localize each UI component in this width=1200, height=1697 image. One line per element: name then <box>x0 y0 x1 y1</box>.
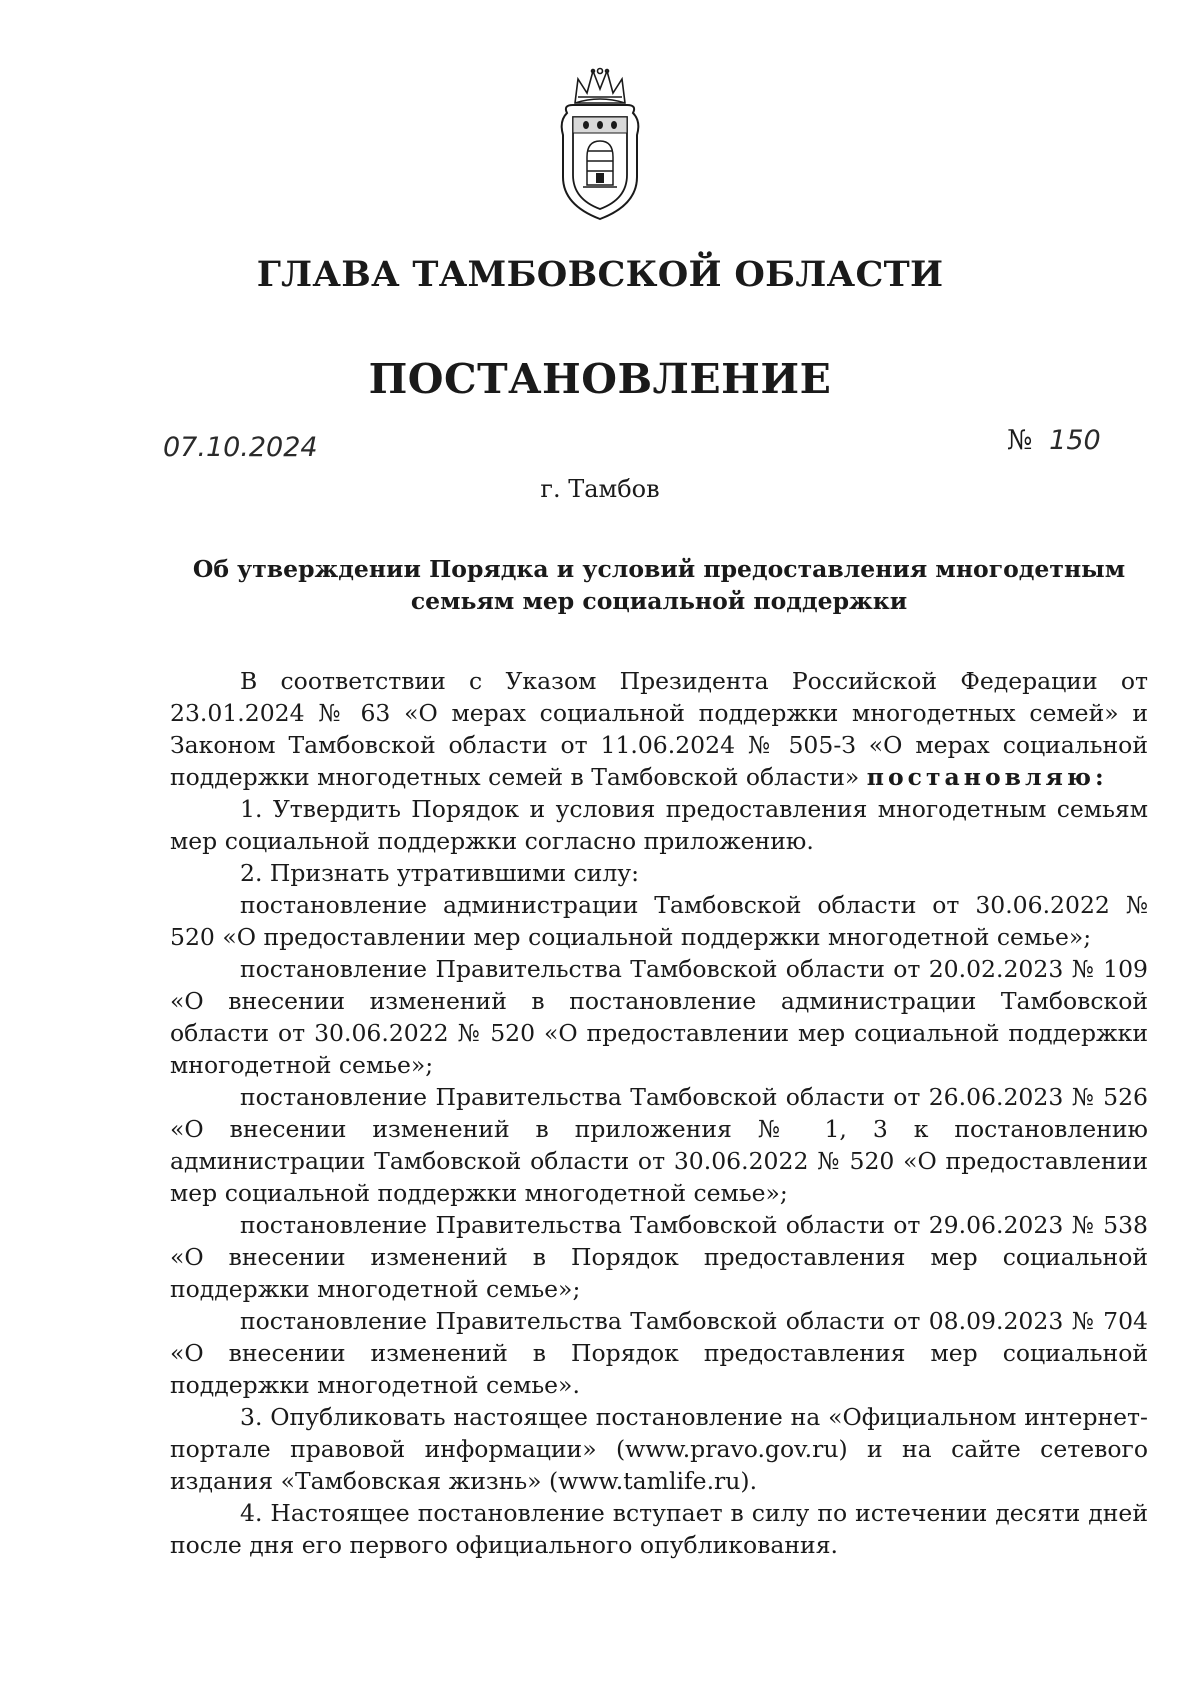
tambov-coat-of-arms-icon <box>545 65 655 225</box>
paragraph-1: 1. Утвердить Порядок и условия предоставления многодетным семьям мер социальной поддержки согласно приложению. <box>170 795 1148 855</box>
document-title: Об утверждении Порядка и условий предоставления многодетным семьям мер социальной поддержки <box>192 555 1126 615</box>
repealed-act-2: постановление Правительства Тамбовской области от 20.02.2023 № 109 «О внесении изменений в постановление администрации Тамбовской области от 30.06.2022 № 520 «О предоставлении мер социальной поддержки многодетной семье»; <box>170 955 1148 1079</box>
paragraph-2: 2. Признать утратившими силу: <box>240 859 640 887</box>
repealed-act-4: постановление Правительства Тамбовской области от 29.06.2023 № 538 «О внесении изменений в Порядок предоставления мер социальной поддержки многодетной семье»; <box>170 1211 1148 1303</box>
document-number-block <box>1007 425 1101 456</box>
number-sign: № <box>1007 425 1033 456</box>
preamble-paragraph <box>170 665 1148 793</box>
repealed-act-3: постановление Правительства Тамбовской области от 26.06.2023 № 526 «О внесении изменений в приложения № 1, 3 к постановлению администрации Тамбовской области от 30.06.2022 № 520 «О предоставлении мер социальной поддержки многодетной семье»; <box>170 1083 1148 1207</box>
city: г. Тамбов <box>540 475 660 503</box>
repealed-act-1: постановление администрации Тамбовской области от 30.06.2022 № 520 «О предоставлении мер социальной поддержки многодетной семье»; <box>170 891 1148 951</box>
issuing-authority: ГЛАВА ТАМБОВСКОЙ ОБЛАСТИ <box>256 254 944 295</box>
decree-word: постановляю: <box>866 763 1108 791</box>
document-number: 150 <box>1049 425 1101 456</box>
preamble-text: В соответствии с Указом Президента Российской Федерации от 23.01.2024 № 63 «О мерах социальной поддержки многодетных семей» и Законом Тамбовской области от 11.06.2024 № 505-З «О мерах социальной поддержки многодетных семей в Тамбовской области» <box>170 667 1148 791</box>
repealed-act-5: постановление Правительства Тамбовской области от 08.09.2023 № 704 «О внесении изменений в Порядок предоставления мер социальной поддержки многодетной семье». <box>170 1307 1148 1399</box>
paragraph-3: 3. Опубликовать настоящее постановление на «Официальном интернет-портале правовой информации» (www.pravo.gov.ru) и на сайте сетевого издания «Тамбовская жизнь» (www.tamlife.ru). <box>170 1403 1148 1495</box>
document-body <box>170 665 1148 1561</box>
document-date: 07.10.2024 <box>163 432 318 463</box>
document-type: ПОСТАНОВЛЕНИЕ <box>368 355 832 403</box>
coat-of-arms-emblem <box>545 65 655 225</box>
paragraph-4: 4. Настоящее постановление вступает в силу по истечении десяти дней после дня его первого официального опубликования. <box>170 1499 1148 1559</box>
